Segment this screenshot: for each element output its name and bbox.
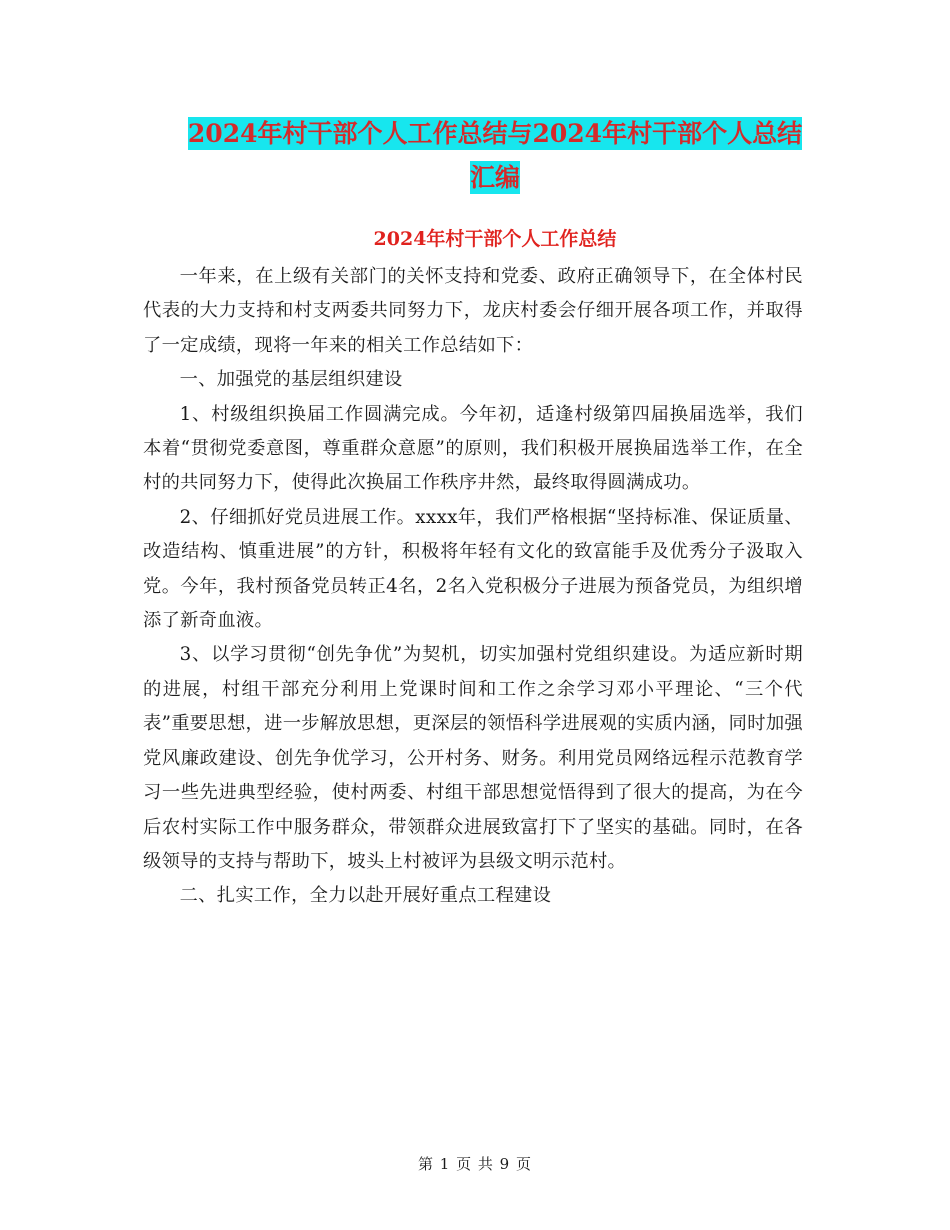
paragraph-election: 1、村级组织换届工作圆满完成。今年初，适逢村级第四届换届选举，我们本着“贯彻党委意图，尊重群众意愿”的原则，我们积极开展换届选举工作，在全村的共同努力下，使得此次换届工作秩序井然，最终取得圆满成功。 (143, 403, 803, 494)
heading-party-building: 一、加强党的基层组织建设 (179, 369, 403, 391)
page-footer: 第 1 页 共 9 页 (418, 1155, 532, 1173)
paragraph-intro: 一年来，在上级有关部门的关怀支持和党委、政府正确领导下，在全体村民代表的大力支持和村支两委共同努力下，龙庆村委会仔细开展各项工作，并取得了一定成绩，现将一年来的相关工作总结如下： (143, 266, 803, 356)
title-line-2: 汇编 (469, 163, 520, 192)
title-line-1: 2024年村干部个人工作总结与2024年村干部个人总结 (187, 119, 803, 148)
section-title: 2024年村干部个人工作总结 (373, 228, 617, 250)
document-body (143, 260, 803, 914)
heading-key-projects: 二、扎实工作，全力以赴开展好重点工程建设 (179, 885, 552, 907)
paragraph-study: 3、以学习贯彻“创先争优”为契机，切实加强村党组织建设。为适应新时期的进展，村组干部充分利用上党课时间和工作之余学习邓小平理论、“三个代表”重要思想，进一步解放思想，更深层的领悟科学进展观的实质内涵，同时加强党风廉政建设、创先争优学习，公开村务、财务。利用党员网络远程示范教育学习一些先进典型经验，使村两委、村组干部思想觉悟得到了很大的提高，为在今后农村实际工作中服务群众，带领群众进展致富打下了坚实的基础。同时，在各级领导的支持与帮助下，坡头上村被评为县级文明示范村。 (143, 644, 803, 872)
document-title (140, 112, 850, 200)
paragraph-party-members: 2、仔细抓好党员进展工作。xxxx年，我们严格根据“坚持标准、保证质量、改造结构、慎重进展”的方针，积极将年轻有文化的致富能手及优秀分子汲取入党。今年，我村预备党员转正4名，2名入党积极分子进展为预备党员，为组织增添了新奇血液。 (143, 506, 803, 632)
